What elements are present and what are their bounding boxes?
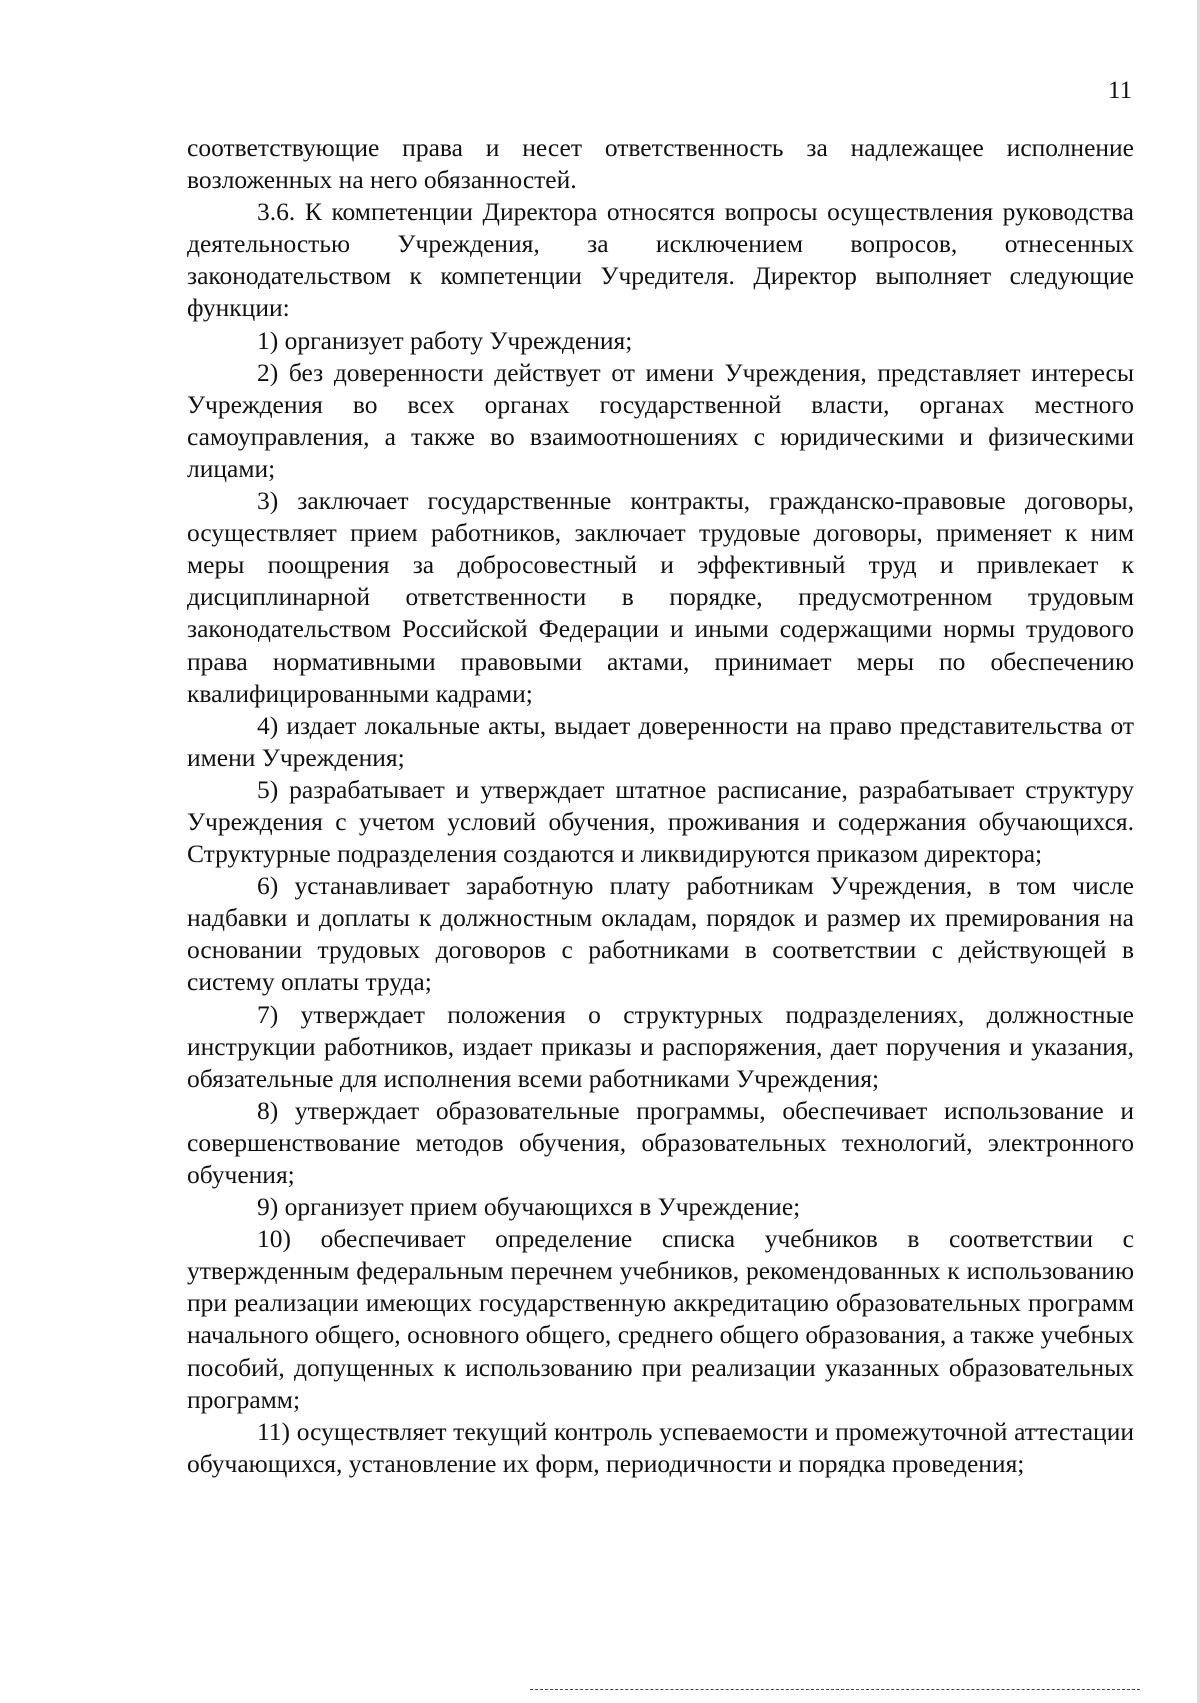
list-item-11: 11) осуществляет текущий контроль успеваемости и промежуточной аттестации обучающихся, установление их форм, периодичности и порядка проведения;: [187, 1416, 1134, 1478]
document-body: [187, 132, 1134, 1480]
bottom-dashed-line: [530, 1689, 1140, 1690]
paragraph-clause-3-6: 3.6. К компетенции Директора относятся вопросы осуществления руководства деятельностью Учреждения, за исключением вопросов, отнесенных законодательством к компетенции Учредителя. Директор выполняет следующие функции:: [187, 197, 1134, 323]
list-item-6: 6) устанавливает заработную плату работникам Учреждения, в том числе надбавки и доплаты к должностным окладам, порядок и размер их премирования на основании трудовых договоров с работниками в соответствии с действующей в систему оплаты труда;: [187, 871, 1134, 997]
list-item-2: 2) без доверенности действует от имени Учреждения, представляет интересы Учреждения во всех органах государственной власти, органах местного самоуправления, а также во взаимоотношениях с юридическими и физическими лицами;: [187, 357, 1134, 483]
list-item-10: 10) обеспечивает определение списка учебников в соответствии с утвержденным федеральным перечнем учебников, рекомендованных к использованию при реализации имеющих государственную аккредитацию образовательных программ начального общего, основного общего, среднего общего образования, а также учебных пособий, допущенных к использованию при реализации указанных образовательных программ;: [187, 1224, 1134, 1414]
list-item-3: 3) заключает государственные контракты, гражданско-правовые договоры, осуществляет прием работников, заключает трудовые договоры, применяет к ним меры поощрения за добросовестный и эффективный труд и привлекает к дисциплинарной ответственности в порядке, предусмотренном трудовым законодательством Российской Федерации и иными содержащими нормы трудового права нормативными правовыми актами, принимает меры по обеспечению квалифицированными кадрами;: [187, 486, 1134, 708]
list-item-1: 1) организует работу Учреждения;: [257, 325, 633, 355]
list-item-4: 4) издает локальные акты, выдает доверенности на право представительства от имени Учреждения;: [187, 710, 1134, 772]
list-item-9: 9) организует прием обучающихся в Учреждение;: [257, 1192, 801, 1222]
list-item-7: 7) утверждает положения о структурных подразделениях, должностные инструкции работников, издает приказы и распоряжения, дает поручения и указания, обязательные для исполнения всеми работниками Учреждения;: [187, 999, 1134, 1093]
list-item-5: 5) разрабатывает и утверждает штатное расписание, разрабатывает структуру Учреждения с учетом условий обучения, проживания и содержания обучающихся. Структурные подразделения создаются и ликвидируются приказом директора;: [187, 774, 1134, 869]
page-number: 11: [1108, 77, 1133, 104]
paragraph-continuation: соответствующие права и несет ответственность за надлежащее исполнение возложенных на него обязанностей.: [187, 133, 1134, 195]
list-item-8: 8) утверждает образовательные программы, обеспечивает использование и совершенствование методов обучения, образовательных технологий, электронного обучения;: [187, 1095, 1134, 1189]
